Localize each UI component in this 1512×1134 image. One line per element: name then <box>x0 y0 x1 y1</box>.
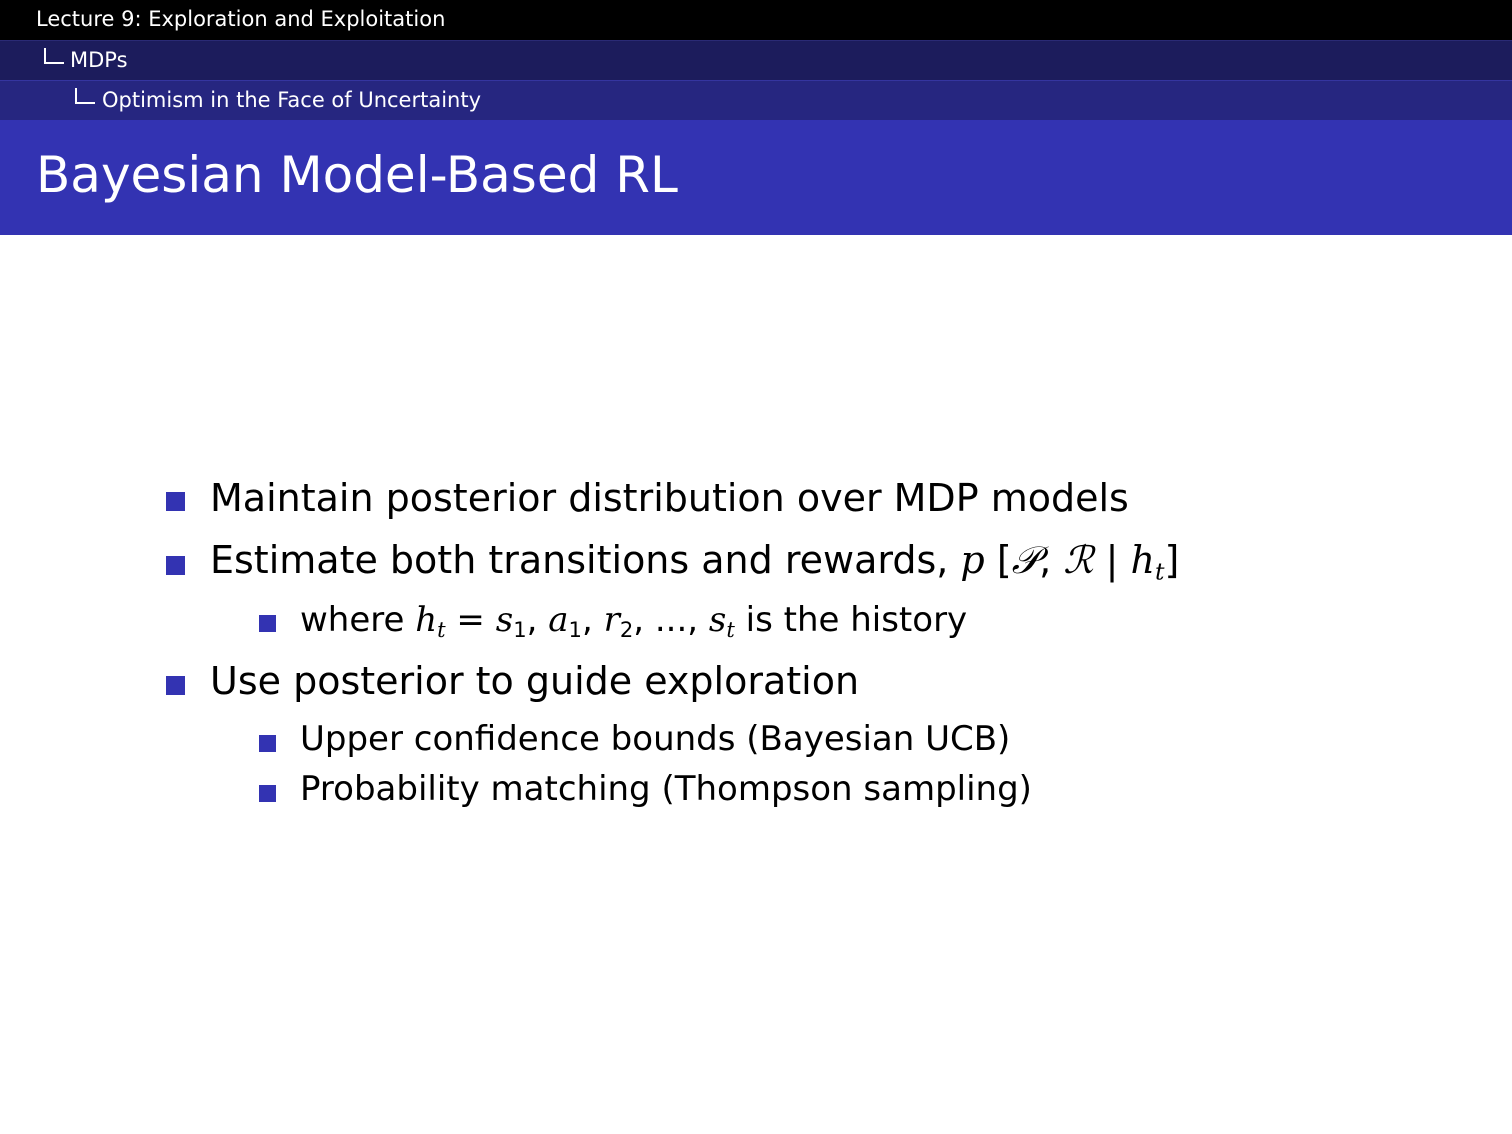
math-sub-1: 1 <box>568 616 582 642</box>
math-s: s <box>708 600 727 640</box>
bullet-square-icon <box>259 615 276 632</box>
math-p: p <box>960 538 985 582</box>
header-section-row <box>0 40 1512 80</box>
title-bar <box>0 120 1512 235</box>
math-comma: , <box>1039 538 1064 582</box>
math-comma: , <box>526 600 549 640</box>
bullet-square-icon <box>259 785 276 802</box>
bullet-estimate-transitions <box>210 538 1179 586</box>
tree-branch-icon <box>44 48 64 64</box>
bullet-square-icon <box>259 735 276 752</box>
math-h: h <box>415 600 438 640</box>
sub-bullet-thompson-sampling: Probability matching (Thompson sampling) <box>300 769 1032 809</box>
bullet-square-icon <box>166 676 185 695</box>
section-title: MDPs <box>70 48 128 72</box>
bullet-square-icon <box>166 556 185 575</box>
sub-bullet-bayesian-ucb: Upper confidence bounds (Bayesian UCB) <box>300 719 1011 759</box>
math-sub-t: t <box>726 616 735 642</box>
math-script-r: ℛ <box>1063 538 1094 582</box>
math-close-bracket: ] <box>1164 538 1180 582</box>
math-sub-t: t <box>437 616 446 642</box>
bullet-maintain-posterior: Maintain posterior distribution over MDP models <box>210 476 1129 520</box>
math-equals: = <box>445 600 496 640</box>
math-sub-1: 1 <box>513 616 527 642</box>
math-h: h <box>1130 538 1156 582</box>
math-a: a <box>548 600 569 640</box>
sub-bullet-text: where <box>300 600 416 640</box>
math-bar: | <box>1093 538 1131 582</box>
tree-branch-icon <box>75 88 95 104</box>
math-s: s <box>495 600 514 640</box>
bullet-use-posterior: Use posterior to guide exploration <box>210 659 860 703</box>
math-ellipsis: , ..., <box>633 600 709 640</box>
bullet-text: Estimate both transitions and rewards, <box>210 538 961 582</box>
math-comma: , <box>581 600 604 640</box>
sub-bullet-tail: is the history <box>734 600 968 640</box>
bullet-square-icon <box>166 492 185 511</box>
header-subsection-row <box>0 80 1512 120</box>
math-sub-2: 2 <box>619 616 634 642</box>
sub-bullet-history <box>300 600 967 642</box>
header-lecture-row <box>0 0 1512 40</box>
lecture-title: Lecture 9: Exploration and Exploitation <box>36 7 446 31</box>
math-open-bracket: [ <box>984 538 1012 582</box>
math-r: r <box>603 600 620 640</box>
math-sub-t: t <box>1155 557 1165 586</box>
slide-title: Bayesian Model-Based RL <box>36 146 678 204</box>
subsection-title: Optimism in the Face of Uncertainty <box>102 88 482 112</box>
math-script-p: 𝒫 <box>1011 538 1040 582</box>
